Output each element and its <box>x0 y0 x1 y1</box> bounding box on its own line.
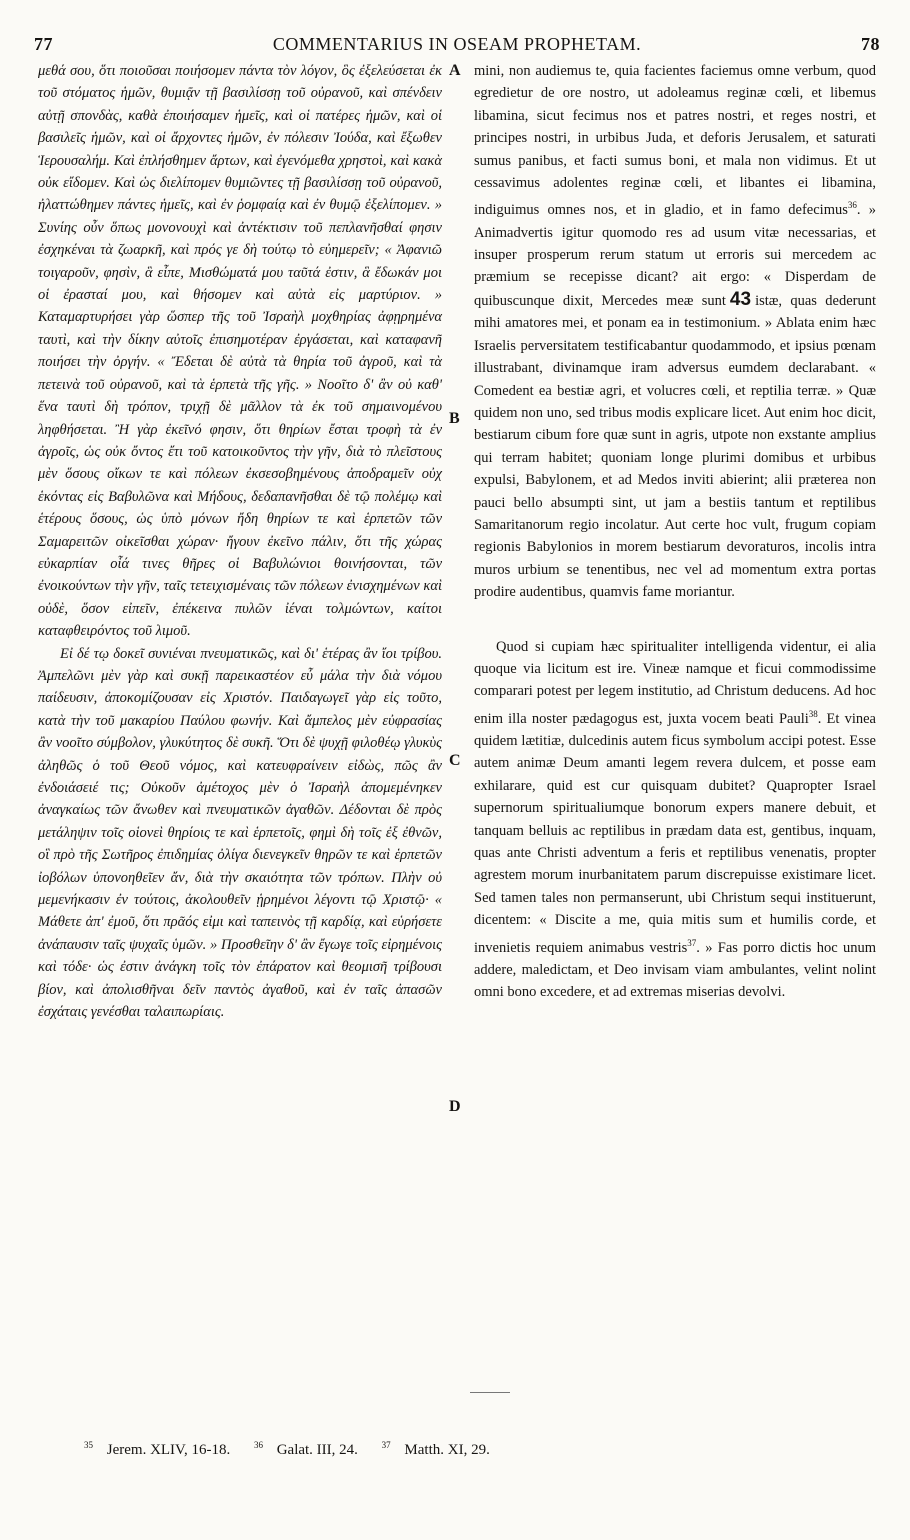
running-title: COMMENTARIUS IN OSEAM PROPHETAM. <box>272 34 642 54</box>
margin-letter-d: D <box>449 1098 461 1115</box>
section-divider <box>470 1392 510 1393</box>
column-number: 43 <box>729 288 752 310</box>
margin-letter-a: A <box>449 62 461 79</box>
margin-letter-b: B <box>449 410 460 427</box>
latin-text: . » Fas porro dictis hoc unum addere, maledictam, et Deo invisam viam ambulantes, velint nolint omni bono excedere, et ad extremas miserias devolvi. <box>474 939 876 1001</box>
latin-paragraph-1 <box>474 60 876 604</box>
latin-text: Quod si cupiam hæc spiritualiter intelligenda videntur, ei alia quoque via licitum est ire. Vineæ namque et ficui commodissime comparari potest per legem institutio, ad Christum deducens. Ad hoc enim illa noster pædagogus est, juxta vocem beati Pauli <box>474 638 876 727</box>
latin-text: mini, non audiemus te, quia facientes faciemus omne verbum, quod egredietur de ore nostro, ut adoleamus reginæ cœli, et libemus libamina, sicut fecimus nos et patres nostri, et reges nostri, et principes nostri, in urbibus Juda, et deforis Jerusalem, et saturati sumus panibus, et facti sumus boni, et mala non vidimus. Et ut cessavimus adolentes reginæ cœli, et libantes ei libamina, indiguimus omnes nos, et in gladio, et in famo defecimus <box>474 63 876 219</box>
greek-column <box>38 60 442 1023</box>
latin-text: istæ, quas dederunt mihi amatores mei, et ponam ea in testimonium. » Ablata enim hæc Israelis perversitatem testificabantur quodammodo, et ipsius pœnam illustrabant, divinamque iram adversus eumdem declarabant. « Comedent ea bestiæ agri, et volucres cœli, et reptilia terræ. » Quæ quidem non uno, sed tribus modis explicare licet. Aut enim hoc dicit, bestiarum cibum fore quæ sunt in agris, utpote non exstante amplius qui terram habitet; quoniam longe plurimi domibus et urbibus expulsi, Babylonem, et ad Medos inviti abierint; alii præterea non pauci bello absumpti sint, ut jam a bestiis tantum et reptilibus Samaritanorum regio incolatur. Aut certe hoc vult, frugum copiam regionis Babylonios in morem bestiarum devoraturos, incolis intra muros urbium se tenentibus, nec vel ad momentum extra portas prodire audentibus, quamvis fame moriantur. <box>474 292 876 601</box>
footnote: $^{35}$ Jerem. XLIV, 16-18. <box>84 1440 231 1458</box>
greek-paragraph-2: Εἰ δέ τῳ δοκεῖ συνιέναι πνευματικῶς, καὶ δι' ἑτέρας ἂν ἴοι τρίβου. Ἀμπελῶνι μὲν γὰρ καὶ συκῇ παρεικαστέον εὖ μάλα τὴν διὰ νόμου παίδευσιν, ἀποκομίζουσαν εἰς Χριστόν. Παιδαγωγεῖ γὰρ εἰς τοῦτο, κατὰ τὴν τοῦ μακαρίου Παύλου φωνήν. Καὶ ἄμπελος μὲν εὐφρασίας ἂν νοοῖτο σύμβολον, γλυκύτητος δὲ συκῆ. Ὅτι δὲ ψυχῇ φιλοθέῳ γλυκὺς ἀληθῶς ὁ τοῦ Θεοῦ νόμος, καὶ κατευφραίνειν εἰδὼς, πῶς ἂν ἐνδοιάσειέ τις; Οὐκοῦν ἀμέτοχος μὲν ὁ Ἰσραὴλ ἀπομεμένηκεν ἀναγκαίως τῶν ἄνωθεν καὶ πνευματικῶν ἀγαθῶν. Δέδονται δὲ πρὸς μετάληψιν τοῖς οἱονεὶ θηρίοις τε καὶ ἑρπετοῖς, φημὶ δὴ τοῖς ἐξ ἐθνῶν, οἳ πρὸ τῆς Σωτῆρος ἐπιδημίας ὀλίγα διενεγκεῖν θηρῶν τε καὶ ἑρπετῶν ἰοβόλων ὑπονοηθεῖεν ἄν, διὰ τὴν σκαιότητα τῶν τρόπων. Πλὴν οὐ μεμενήκασιν ἐν τούτοις, ἀκολουθεῖν ᾑρημένοι λέγοντι τῷ Χριστῷ· « Μάθετε ἀπ' ἐμοῦ, ὅτι πρᾶός εἰμι καὶ ταπεινὸς τῇ καρδίᾳ, καὶ εὑρήσετε ἀνάπαυσιν ταῖς ψυχαῖς ὑμῶν. » Προσθεῖην δ' ἂν ἔγωγε τοῖς εἰρημένοις καὶ τόδε· ὡς ἐστιν ἀνάγκη τοῖς τὸν ἐπάρατον καὶ θεομισῆ τρίβουσι βίον, καὶ ἀπολισθῆναι δεῖν παντὸς ἀγαθοῦ, καὶ ἐν ταῖς ἀπασῶν ἐσχάταις γενέσθαι ταλαιπωρίαις. <box>38 645 442 1021</box>
latin-column <box>474 60 876 1004</box>
footnote-ref: 38 <box>808 708 818 719</box>
footnote: $^{36}$ Galat. III, 24. <box>253 1440 358 1458</box>
page-number-right: 78 <box>861 34 880 54</box>
greek-paragraph-1: μεθά σου, ὅτι ποιοῦσαι ποιήσομεν πάντα τὸν λόγον, ὃς ἐξελεύσεται ἐκ τοῦ στόματος ἡμῶν, θυμιᾷν τῇ βασιλίσσῃ τοῦ οὐρανοῦ, καὶ σπένδειν αὐτῇ σπονδὰς, καθὰ ἐποιήσαμεν ἡμεῖς, καὶ οἱ πατέρες ἡμῶν, καὶ οἱ βασιλεῖς ἡμῶν, καὶ οἱ ἄρχοντες ἡμῶν, ἐν πόλεσιν Ἰούδα, καὶ ἔξωθεν Ἱερουσαλήμ. Καὶ ἐπλήσθημεν ἄρτων, καὶ ἐγενόμεθα χρηστοὶ, καὶ κακὰ οὐκ εἴδομεν. Καὶ ὡς διελίπομεν θυμιῶντες τῇ βασιλίσσῃ τοῦ οὐρανοῦ, ἠλαττώθημεν πάντες ἡμεῖς, καὶ ἐν ῥομφαίᾳ καὶ ἐν θυμῷ ἐξελίπομεν. » Συνίης οὖν ὅπως μονονουχὶ καὶ ἀντέκτισιν τοῦ πεπλανῆσθαί φησιν ἐσχηκέναι τὰ ζωαρκῆ, καὶ πρός γε δὴ τούτῳ τὸ εὐημερεῖν; « Ἀφανιῶ τοιγαροῦν, φησὶν, ἃ εἶπε, Μισθώματά μου ταῦτά ἐστιν, ἃ ἔδωκάν μοι οἱ ἐρασταί μου, καὶ θήσομεν καὶ αὐτὰ εἰς μαρτύριον. » Καταμαρτυρήσει γὰρ ὥσπερ τῆς τοῦ Ἰσραὴλ μοχθηρίας ἀφῃρημένα ταυτὶ, καὶ τὴν δίκην αὐτοῖς ἐπισημοτέραν ἐργάσεται, καὶ καταφανῆ ποιήσει τὴν ὀργήν. « Ἔδεται δὲ αὐτὰ τὰ θηρία τοῦ ἀγροῦ, καὶ τὰ πετεινὰ τοῦ οὐρανοῦ, καὶ τὰ ἑρπετὰ τῆς γῆς. » Νοοῖτο δ' ἂν οὐ καθ' ἕνα ταυτὶ δὴ τρόπον, τριχῇ δὲ μᾶλλον τὰ ἐκ τοῦ σημαινομένου ληφθήσεται. Ἢ γὰρ ἐκεῖνό φησιν, ὅτι θηρίων ἔσται τροφὴ τὰ ἐν ἀγροῖς, ὡς οὐκ ὄντος ἔτι τοῦ κατοικοῦντος τὴν γῆν, διὰ τὸ πλεῖστους μὲν ὅσους οἴκων τε καὶ πόλεων ἐκσεσοβημένους ἀποδραμεῖν οὐχ ἑκόντας εἰς Βαβυλῶνα καὶ Μήδους, δεδαπανῆσθαι δὲ τῷ πολέμῳ καὶ ἑτέρους ὅσους, ὡς ὑπὸ μόνων ἤδη θηρίων τε καὶ ἑρπετῶν τῶν Σαμαρειτῶν οἰκεῖσθαι χώραν· ἤγουν ἐκεῖνο πάλιν, ὅτι τῆς χώρας εὐκαρπίαν οἷά τινες θῆρες οἱ Βαβυλώνιοι θοινήσονται, τῶν ἐνοικούντων τὴν γῆν, ταῖς τετειχισμέναις τῶν πόλεων ἐνισχημένων καὶ οὐδὲ, ὅσον εἰπεῖν, ἐπέκεινα πυλῶν ἰέναι τολμώντων, καίτοι καταφθειρόντος τοῦ λιμοῦ. <box>38 63 442 640</box>
footnote: $^{37}$ Matth. XI, 29. <box>381 1440 490 1458</box>
latin-text: . » Animadvertis igitur quomodo res ad usum vitæ necessarias, et insuper prosperum rerum statum ut erroris sui mercedem ac præmium se recepisse dicant? ait ergo: « Disperdam de quibuscunque dixit, Mercedes meæ sunt <box>474 202 876 309</box>
footnote-ref: 36 <box>847 200 857 211</box>
page-header <box>34 34 880 58</box>
latin-paragraph-2 <box>474 636 876 1004</box>
margin-letter-c: C <box>449 752 461 769</box>
footnotes <box>84 1440 870 1459</box>
page-number-left: 77 <box>34 34 53 54</box>
footnote-ref: 37 <box>687 937 697 948</box>
latin-text: . Et vinea quidem lætitiæ, dulcedinis autem ficus symbolum accipi potest. Esse autem animæ Deum amanti legem revera dulcem, et posse eam exhilarare, quid est cur quisquam dubitet? Quapropter Israel supernorum spiritualiumque bonorum expers manere debuit, et tanquam belluis ac reptilibus in prædam data est, gentibus, inquam, quas ante Christi adventum a feris et reptilibus venenatis, propter agrestem morum inurbanitatem parum discrepuisse existimare licet. Sed tamen tales non permanserunt, ubi Christum sequi instituerunt, dicentem: « Discite a me, quia mitis sum et humilis corde, et invenietis requiem animabus vestris <box>474 710 876 956</box>
